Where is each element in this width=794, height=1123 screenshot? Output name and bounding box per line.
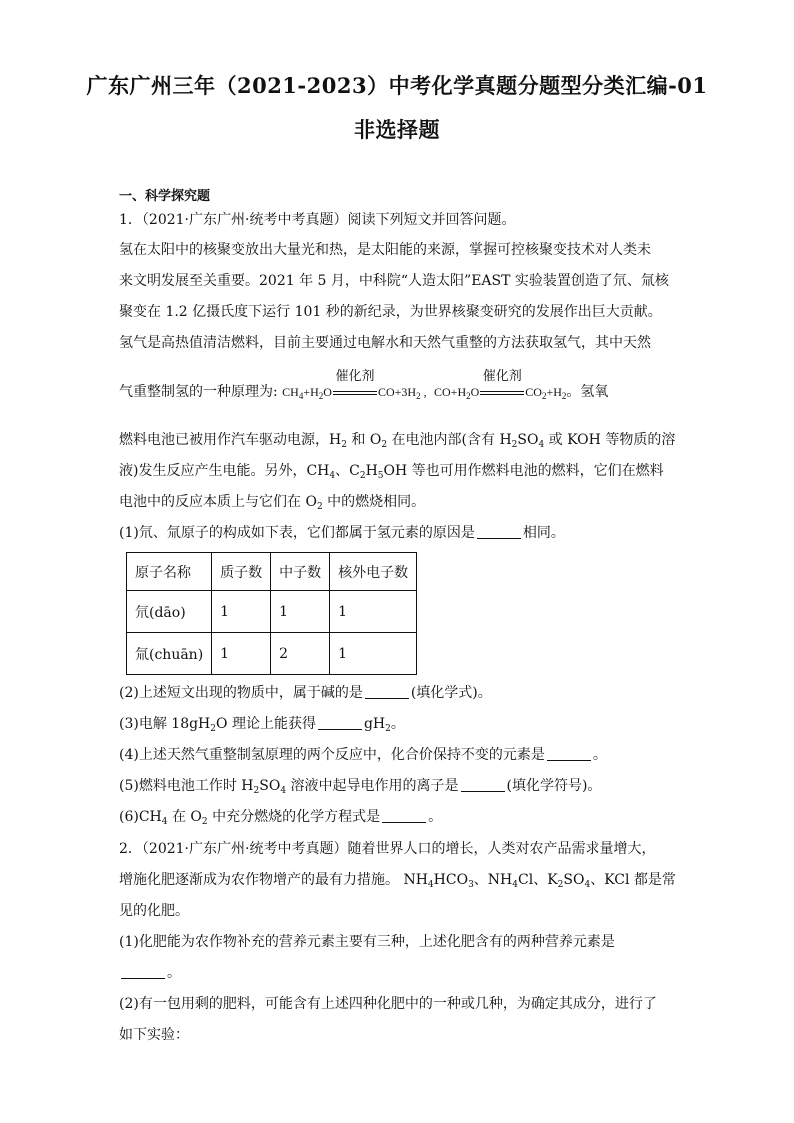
equation-2: $CO+H_2O$ 催化剂 $CO_2+H_2$ (431, 385, 566, 399)
table-header-cell: 核外电子数 (330, 553, 417, 591)
catalyst-label: 催化剂 (335, 369, 375, 385)
q2-source: （2021·广东广州·统考中考真题） (141, 841, 348, 857)
table-header-row (127, 553, 417, 591)
q1-paragraph-line: 电池中的反应本质上与它们在 $O_2$ 中的燃烧相同。 (119, 494, 426, 512)
table-header-cell: 中子数 (271, 553, 330, 591)
q1-paragraph-line: 来文明发展至关重要。2021 年 5 月，中科院“人造太阳”EAST 实验装置创造了氘、氚核 (119, 273, 669, 289)
q1-paragraph-line: 液)发生反应产生电能。另外，$CH_4$、$C_2H_5OH$ 等也可用作燃料电池的燃料，它们在燃料 (119, 463, 664, 481)
q2-number: 2． (119, 841, 142, 857)
q2-sub1-answer: 。 (119, 963, 181, 983)
q2-paragraph-line: 增施化肥逐渐成为农作物增产的最有力措施。 $NH_4HCO_3$、$NH_4Cl$、$K_2SO_4$、KCl 都是常 (119, 872, 676, 890)
q1-source: （2021·广东广州·统考中考真题） (141, 212, 348, 228)
table-header-cell: 原子名称 (127, 553, 212, 591)
q1-equation-tail: 。氢氧 (566, 384, 609, 400)
table-header-cell: 质子数 (212, 553, 271, 591)
section-heading: 一、科学探究题 (119, 189, 211, 204)
catalyst-arrow (333, 369, 377, 403)
q1-sub4: (4)上述天然气重整制氢原理的两个反应中，化合价保持不变的元素是 。 (119, 747, 607, 763)
answer-blank[interactable] (382, 808, 426, 823)
equation-1: $CH_4+H_2O$ 催化剂 $CO+3H_2$ , (282, 385, 426, 399)
q1-number: 1． (119, 212, 142, 228)
q2-heading (119, 839, 655, 859)
q2-sub2: (2)有一包用剩的肥料，可能含有上述四种化肥中的一种或几种，为确定其成分，进行了 (119, 996, 657, 1012)
table-cell: 2 (271, 633, 330, 675)
q1-sub3: (3)电解 $18gH_2O$ 理论上能获得 $gH_2$。 (119, 716, 405, 734)
q1-paragraph-line: 氢在太阳中的核聚变放出大量光和热，是太阳能的来源，掌握可控核聚变技术对人类未 (119, 242, 651, 258)
q1-paragraph-line: 聚变在 1.2 亿摄氏度下运行 101 秒的新纪录，为世界核聚变研究的发展作出巨大贡献。 (119, 304, 662, 320)
document-subtitle: 非选择题 (354, 117, 440, 142)
q1-paragraph-line: 氢气是高热值清洁燃料，目前主要通过电解水和天然气重整的方法获取氢气，其中天然 (119, 335, 651, 351)
q1-equation-intro: 气重整制氢的一种原理为: (119, 384, 278, 400)
catalyst-label: 催化剂 (482, 369, 522, 385)
q2-sub2-line2: 如下实验： (119, 1027, 189, 1043)
answer-blank[interactable] (318, 715, 362, 730)
table-row (127, 633, 417, 675)
q1-sub6: $(6)CH_4$ 在 $O_2$ 中充分燃烧的化学方程式是 。 (119, 809, 443, 827)
answer-blank[interactable] (461, 777, 505, 792)
q1-intro: 阅读下列短文并回答问题。 (347, 212, 516, 228)
table-cell: 1 (271, 591, 330, 633)
table-cell: 氚(chuān) (127, 633, 212, 675)
table-cell: 1 (212, 633, 271, 675)
q2-paragraph-line: 见的化肥。 (119, 903, 189, 919)
answer-blank[interactable] (365, 684, 409, 699)
q2-intro: 随着世界人口的增长，人类对农产品需求量增大， (347, 841, 656, 857)
q1-sub5: (5)燃料电池工作时 $H_2SO_4$ 溶液中起导电作用的离子是 (填化学符号)。 (119, 778, 602, 796)
q1-equation-line (119, 369, 609, 403)
answer-blank[interactable] (477, 524, 521, 539)
table-cell: 1 (330, 591, 417, 633)
table-cell: 1 (212, 591, 271, 633)
q1-sub1: (1)氘、氚原子的构成如下表，它们都属于氢元素的原因是 相同。 (119, 525, 565, 541)
atom-table (126, 552, 417, 675)
table-row (127, 591, 417, 633)
answer-blank[interactable] (547, 746, 591, 761)
table-cell: 1 (330, 633, 417, 675)
catalyst-arrow (480, 369, 524, 403)
q1-heading (119, 210, 515, 230)
q1-paragraph-line: 燃料电池已被用作汽车驱动电源，$H_2$ 和 $O_2$ 在电池内部(含有 $H_2SO_4$ 或 KOH 等物质的溶 (119, 432, 676, 450)
q2-sub1: (1)化肥能为农作物补充的营养元素主要有三种，上述化肥含有的两种营养元素是 (119, 934, 615, 950)
document-title: 广东广州三年（2021-2023）中考化学真题分题型分类汇编-01 (86, 73, 708, 98)
q1-sub2: (2)上述短文出现的物质中，属于碱的是 (填化学式)。 (119, 685, 492, 701)
answer-blank[interactable] (121, 964, 165, 979)
table-cell: 氘(dāo) (127, 591, 212, 633)
